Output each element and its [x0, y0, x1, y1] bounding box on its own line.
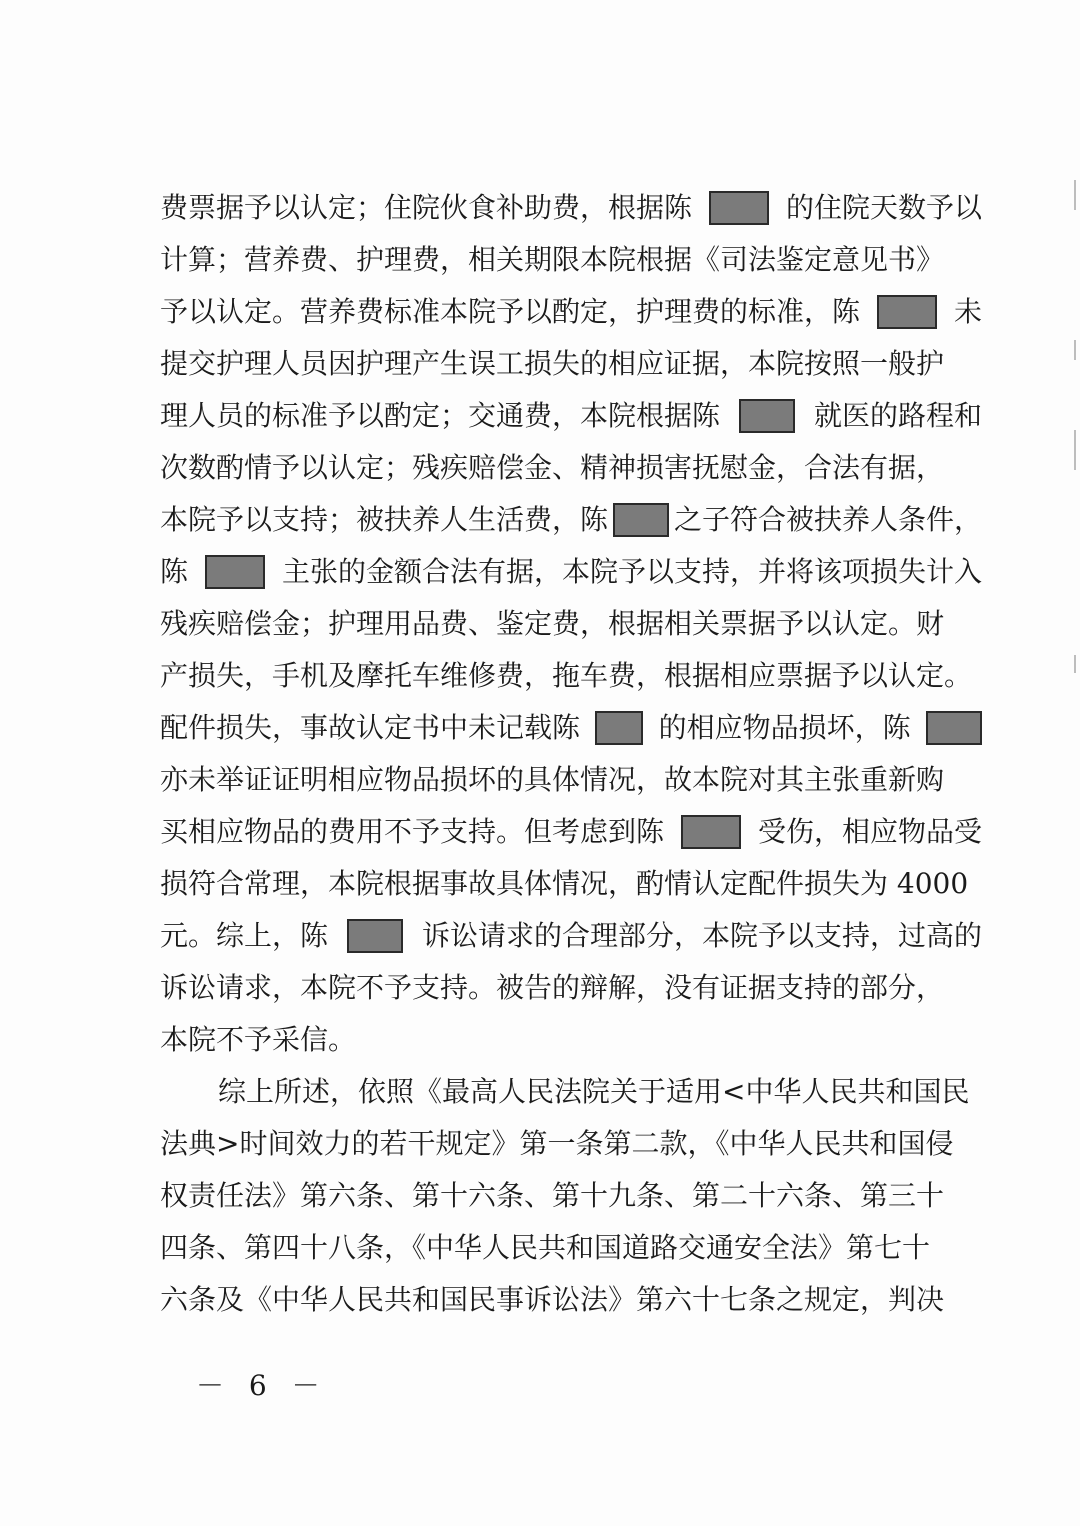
scan-edge-mark: [1074, 340, 1076, 360]
text-line: [160, 1118, 982, 1170]
text-line: [160, 598, 982, 650]
text-line: [160, 182, 982, 234]
text-segment: 本院不予采信。: [160, 1023, 357, 1056]
text-segment: 陈: [160, 555, 189, 588]
text-segment: 的住院天数予以: [785, 191, 982, 224]
text-segment: 买相应物品的费用不予支持。但考虑到陈: [160, 815, 665, 848]
text-segment: 诉讼请求的合理部分，本院予以支持，过高的: [421, 919, 982, 952]
text-line: [160, 1222, 982, 1274]
scan-edge-mark: [1074, 180, 1076, 210]
redaction-block: [595, 711, 643, 745]
text-segment: 本院予以支持；被扶养人生活费，陈: [160, 503, 609, 536]
text-segment: 综上所述，依照《最高人民法院关于适用<中华人民共和国民: [218, 1075, 970, 1108]
text-line: [160, 650, 982, 702]
redaction-block: [926, 711, 982, 745]
text-segment: 受伤，相应物品受: [757, 815, 982, 848]
redaction-block: [347, 919, 403, 953]
text-segment: 残疾赔偿金；护理用品费、鉴定费，根据相关票据予以认定。财: [160, 607, 945, 640]
text-line: [160, 390, 982, 442]
text-line: [160, 1170, 982, 1222]
text-line: [160, 806, 982, 858]
page-number: － 6 －: [196, 1369, 328, 1402]
text-line: [160, 962, 982, 1014]
text-segment: 费票据予以认定；住院伙食补助费，根据陈: [160, 191, 693, 224]
text-segment: 亦未举证证明相应物品损坏的具体情况，故本院对其主张重新购: [160, 763, 945, 796]
text-segment: 主张的金额合法有据，本院予以支持，并将该项损失计入: [281, 555, 982, 588]
redaction-block: [739, 399, 795, 433]
text-segment: 理人员的标准予以酌定；交通费，本院根据陈: [160, 399, 721, 432]
redaction-block: [205, 555, 265, 589]
text-segment: 四条、第四十八条，《中华人民共和国道路交通安全法》第七十: [160, 1231, 931, 1264]
redaction-block: [709, 191, 769, 225]
text-line: [160, 1014, 982, 1066]
text-segment: 的相应物品损坏，陈: [658, 711, 911, 744]
scan-edge-mark: [1074, 430, 1076, 470]
text-line: [160, 1274, 982, 1326]
text-line: [160, 234, 982, 286]
text-segment: 元。综上，陈: [160, 919, 329, 952]
text-line: [160, 1066, 982, 1118]
text-segment: 权责任法》第六条、第十六条、第十九条、第二十六条、第三十: [160, 1179, 945, 1212]
text-line: [160, 858, 982, 910]
redaction-block: [681, 815, 741, 849]
text-segment: 提交护理人员因护理产生误工损失的相应证据，本院按照一般护: [160, 347, 945, 380]
text-segment: 计算；营养费、护理费，相关期限本院根据《司法鉴定意见书》: [160, 243, 945, 276]
judgment-body-text: [160, 182, 982, 1326]
text-segment: 未: [953, 295, 982, 328]
text-line: [160, 702, 982, 754]
text-segment: 诉讼请求，本院不予支持。被告的辩解，没有证据支持的部分，: [160, 971, 945, 1004]
text-segment: 次数酌情予以认定；残疾赔偿金、精神损害抚慰金，合法有据，: [160, 451, 945, 484]
scan-edge-mark: [1074, 655, 1076, 673]
text-segment: 就医的路程和: [813, 399, 982, 432]
text-segment: 产损失，手机及摩托车维修费，拖车费，根据相应票据予以认定。: [160, 659, 973, 692]
text-segment: 法典>时间效力的若干规定》第一条第二款，《中华人民共和国侵: [160, 1127, 954, 1160]
redaction-block: [877, 295, 937, 329]
text-line: [160, 442, 982, 494]
text-segment: 配件损失，事故认定书中未记载陈: [160, 711, 581, 744]
text-line: [160, 910, 982, 962]
redaction-block: [613, 503, 669, 537]
text-segment: 六条及《中华人民共和国民事诉讼法》第六十七条之规定，判决: [160, 1283, 945, 1316]
text-line: [160, 338, 982, 390]
text-line: [160, 494, 982, 546]
text-segment: 损符合常理，本院根据事故具体情况，酌情认定配件损失为 4000: [160, 867, 969, 900]
text-segment: 予以认定。营养费标准本院予以酌定，护理费的标准，陈: [160, 295, 861, 328]
text-line: [160, 754, 982, 806]
text-line: [160, 546, 982, 598]
text-segment: 之子符合被扶养人条件，: [673, 503, 982, 536]
text-line: [160, 286, 982, 338]
